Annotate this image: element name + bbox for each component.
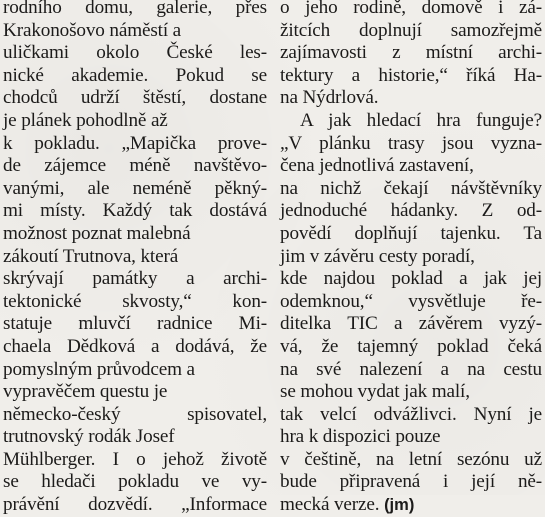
author-initials: (jm) [384, 496, 415, 515]
text-line: jim v závěru cesty poradí, [280, 245, 475, 267]
text-line: se mohou vydat jak malí, [280, 381, 470, 403]
text-line: je plánek pohodlně až [3, 109, 168, 131]
text-line: mi místy. Každý tak dostává [3, 200, 267, 222]
article-column-right [280, 0, 542, 517]
text-line: v češtině, na letní sezónu už [280, 448, 542, 470]
text-line: žitcích doplnují samozřejmě [280, 19, 542, 41]
text-line: na své nalezení a na cestu [280, 358, 542, 380]
text-line: chaela Dědková a dodává, že [3, 335, 267, 357]
text-line-final-text: mecká verze. [280, 494, 380, 516]
text-line: vá, že tajemný poklad čeká [280, 335, 542, 357]
text-line: vypravěčem questu je [3, 381, 168, 403]
text-line: kde najdou poklad a jak jej [280, 268, 542, 290]
article-column-left [3, 0, 267, 517]
text-line-final [280, 494, 542, 517]
text-line: tektury a historie,“ říká Ha- [280, 64, 542, 86]
text-line: pomyslným průvodcem a [3, 358, 195, 380]
text-line: možnost poznat malebná [3, 222, 191, 244]
text-line: Krakonošovo náměstí a [3, 19, 182, 41]
text-line: zajímavosti z místní archi- [280, 42, 542, 64]
text-line: hra k dispozici pouze [280, 426, 441, 448]
text-line: tektonické skvosty,“ kon- [3, 290, 267, 312]
text-line: bude připravená i její ně- [280, 471, 542, 493]
text-line: povědí doplňují tajenku. Ta [280, 222, 542, 244]
text-line: ditelka TIC a závěrem vyzý- [280, 313, 542, 335]
text-line: de zájemce méně navštěvo- [3, 155, 267, 177]
text-line: skrývají památky a archi- [3, 268, 267, 290]
text-line: trutnovský rodák Josef [3, 426, 175, 448]
text-line: na nichž čekají návštěvníky [280, 177, 542, 199]
text-line: jednoduché hádanky. Z od- [280, 200, 542, 222]
text-line: vanými, ale neméně pěkný- [3, 177, 267, 199]
paragraph-start-line: A jak hledací hra funguje? [300, 109, 542, 131]
text-line: „V plánku trasy jsou vyzna- [280, 132, 542, 154]
text-line: Mühlberger. I o jehož životě [3, 448, 267, 470]
text-line: nické akademie. Pokud se [3, 64, 267, 86]
text-line: zákoutí Trutnova, která [3, 245, 179, 267]
column-gutter [271, 0, 272, 495]
text-line: právění dozvědí. „Informace [3, 494, 267, 516]
text-line: odemknou,“ vysvětluje ře- [280, 290, 542, 312]
text-line: k pokladu. „Mapička prove- [3, 132, 267, 154]
text-line: o jeho rodině, domově i zá- [280, 0, 542, 18]
text-line: čena jednotlivá zastavení, [280, 155, 474, 177]
text-line: tak velcí odvážlivci. Nyní je [280, 403, 542, 425]
text-line: se hledači pokladu ve vy- [3, 471, 267, 493]
text-line: na Nýdrlová. [280, 87, 379, 109]
text-line: rodního domu, galerie, přes [3, 0, 267, 18]
text-line: chodců udrží štěstí, dostane [3, 87, 267, 109]
text-line: uličkami okolo České les- [3, 42, 267, 64]
text-line: německo-český spisovatel, [3, 403, 267, 425]
text-line: statuje mluvčí radnice Mi- [3, 313, 267, 335]
